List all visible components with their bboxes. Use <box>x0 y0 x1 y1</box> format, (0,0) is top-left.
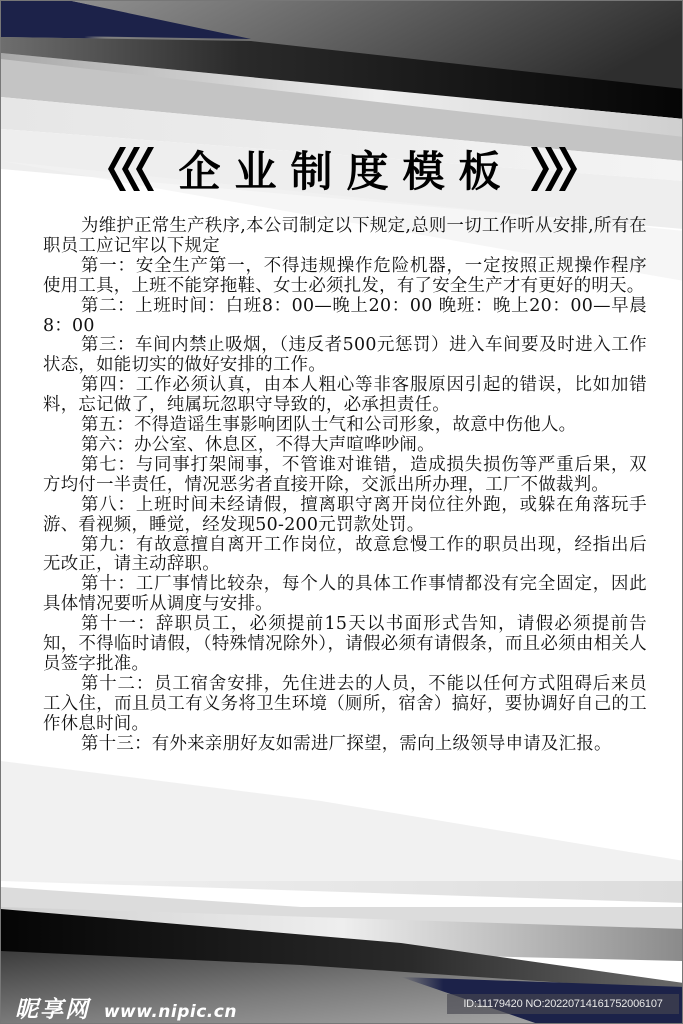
rules-body <box>43 217 647 754</box>
watermark-logo <box>15 991 237 1024</box>
watermark-logo-cn: 昵享网 <box>15 997 90 1023</box>
rule-9: 第九：有故意擅自离开工作岗位，故意怠慢工作的职员出现，经指出后无改正，请主动辞职。 <box>43 534 647 575</box>
rule-12: 第十二：员工宿舍安排，先住进去的人员，不能以任何方式阻碍后来员工入住，而且员工有义务将卫生环境（厕所，宿舍）搞好，要协调好自己的工作休息时间。 <box>43 673 647 734</box>
watermark-id: ID:11179420 NO:20220714161752006107 <box>447 994 679 1014</box>
watermark-url: www.nipic.cn <box>103 1002 237 1022</box>
intro-paragraph: 为维护正常生产秩序,本公司制定以下规定,总则一切工作听从安排,所有在职员工应记牢以下规定 <box>43 216 647 256</box>
rule-6: 第六：办公室、休息区，不得大声喧哗吵闹。 <box>81 434 435 455</box>
double-chevron-left-icon <box>106 145 162 193</box>
double-chevron-right-icon <box>523 145 579 193</box>
rule-2: 第二：上班时间：白班8：00—晚上20：00 晚班：晚上20：00—早晨8：00 <box>43 295 647 336</box>
rule-5: 第五：不得造谣生事影响团队士气和公司形象，故意中伤他人。 <box>81 415 577 436</box>
rule-11: 第十一：辞职员工，必须提前15天以书面形式告知，请假必须提前告知，不得临时请假，（特殊情况除外），请假必须有请假条，而且必须由相关人员签字批准。 <box>43 614 647 674</box>
rule-8: 第八：上班时间未经请假，擅离职守离开岗位往外跑，或躲在角落玩手游、看视频，睡觉，经发现50-200元罚款处罚。 <box>43 494 647 535</box>
rule-1: 第一：安全生产第一，不得违规操作危险机器，一定按照正规操作程序使用工具，上班不能穿拖鞋、女士必须扎发，有了安全生产才有更好的明天。 <box>43 255 647 296</box>
page-title <box>1 139 683 199</box>
title-text: 企业制度模板 <box>178 147 515 196</box>
rule-4: 第四：工作必须认真，由本人粗心等非客服原因引起的错误，比如加错料，忘记做了，纯属玩忽职守导致的，必承担责任。 <box>43 375 647 416</box>
rule-10: 第十：工厂事情比较杂，每个人的具体工作事情都没有完全固定，因此具体情况要听从调度与安排。 <box>43 574 647 615</box>
rule-7: 第七：与同事打架闹事，不管谁对谁错，造成损失损伤等严重后果，双方均付一半责任，情况恶劣者直接开除，交派出所办理，工厂不做裁判。 <box>43 454 647 495</box>
rule-13: 第十三：有外来亲朋好友如需进厂探望，需向上级领导申请及汇报。 <box>81 733 612 754</box>
rule-3: 第三：车间内禁止吸烟，（违反者500元惩罚）进入车间要及时进入工作状态，如能切实的做好安排的工作。 <box>43 335 647 376</box>
